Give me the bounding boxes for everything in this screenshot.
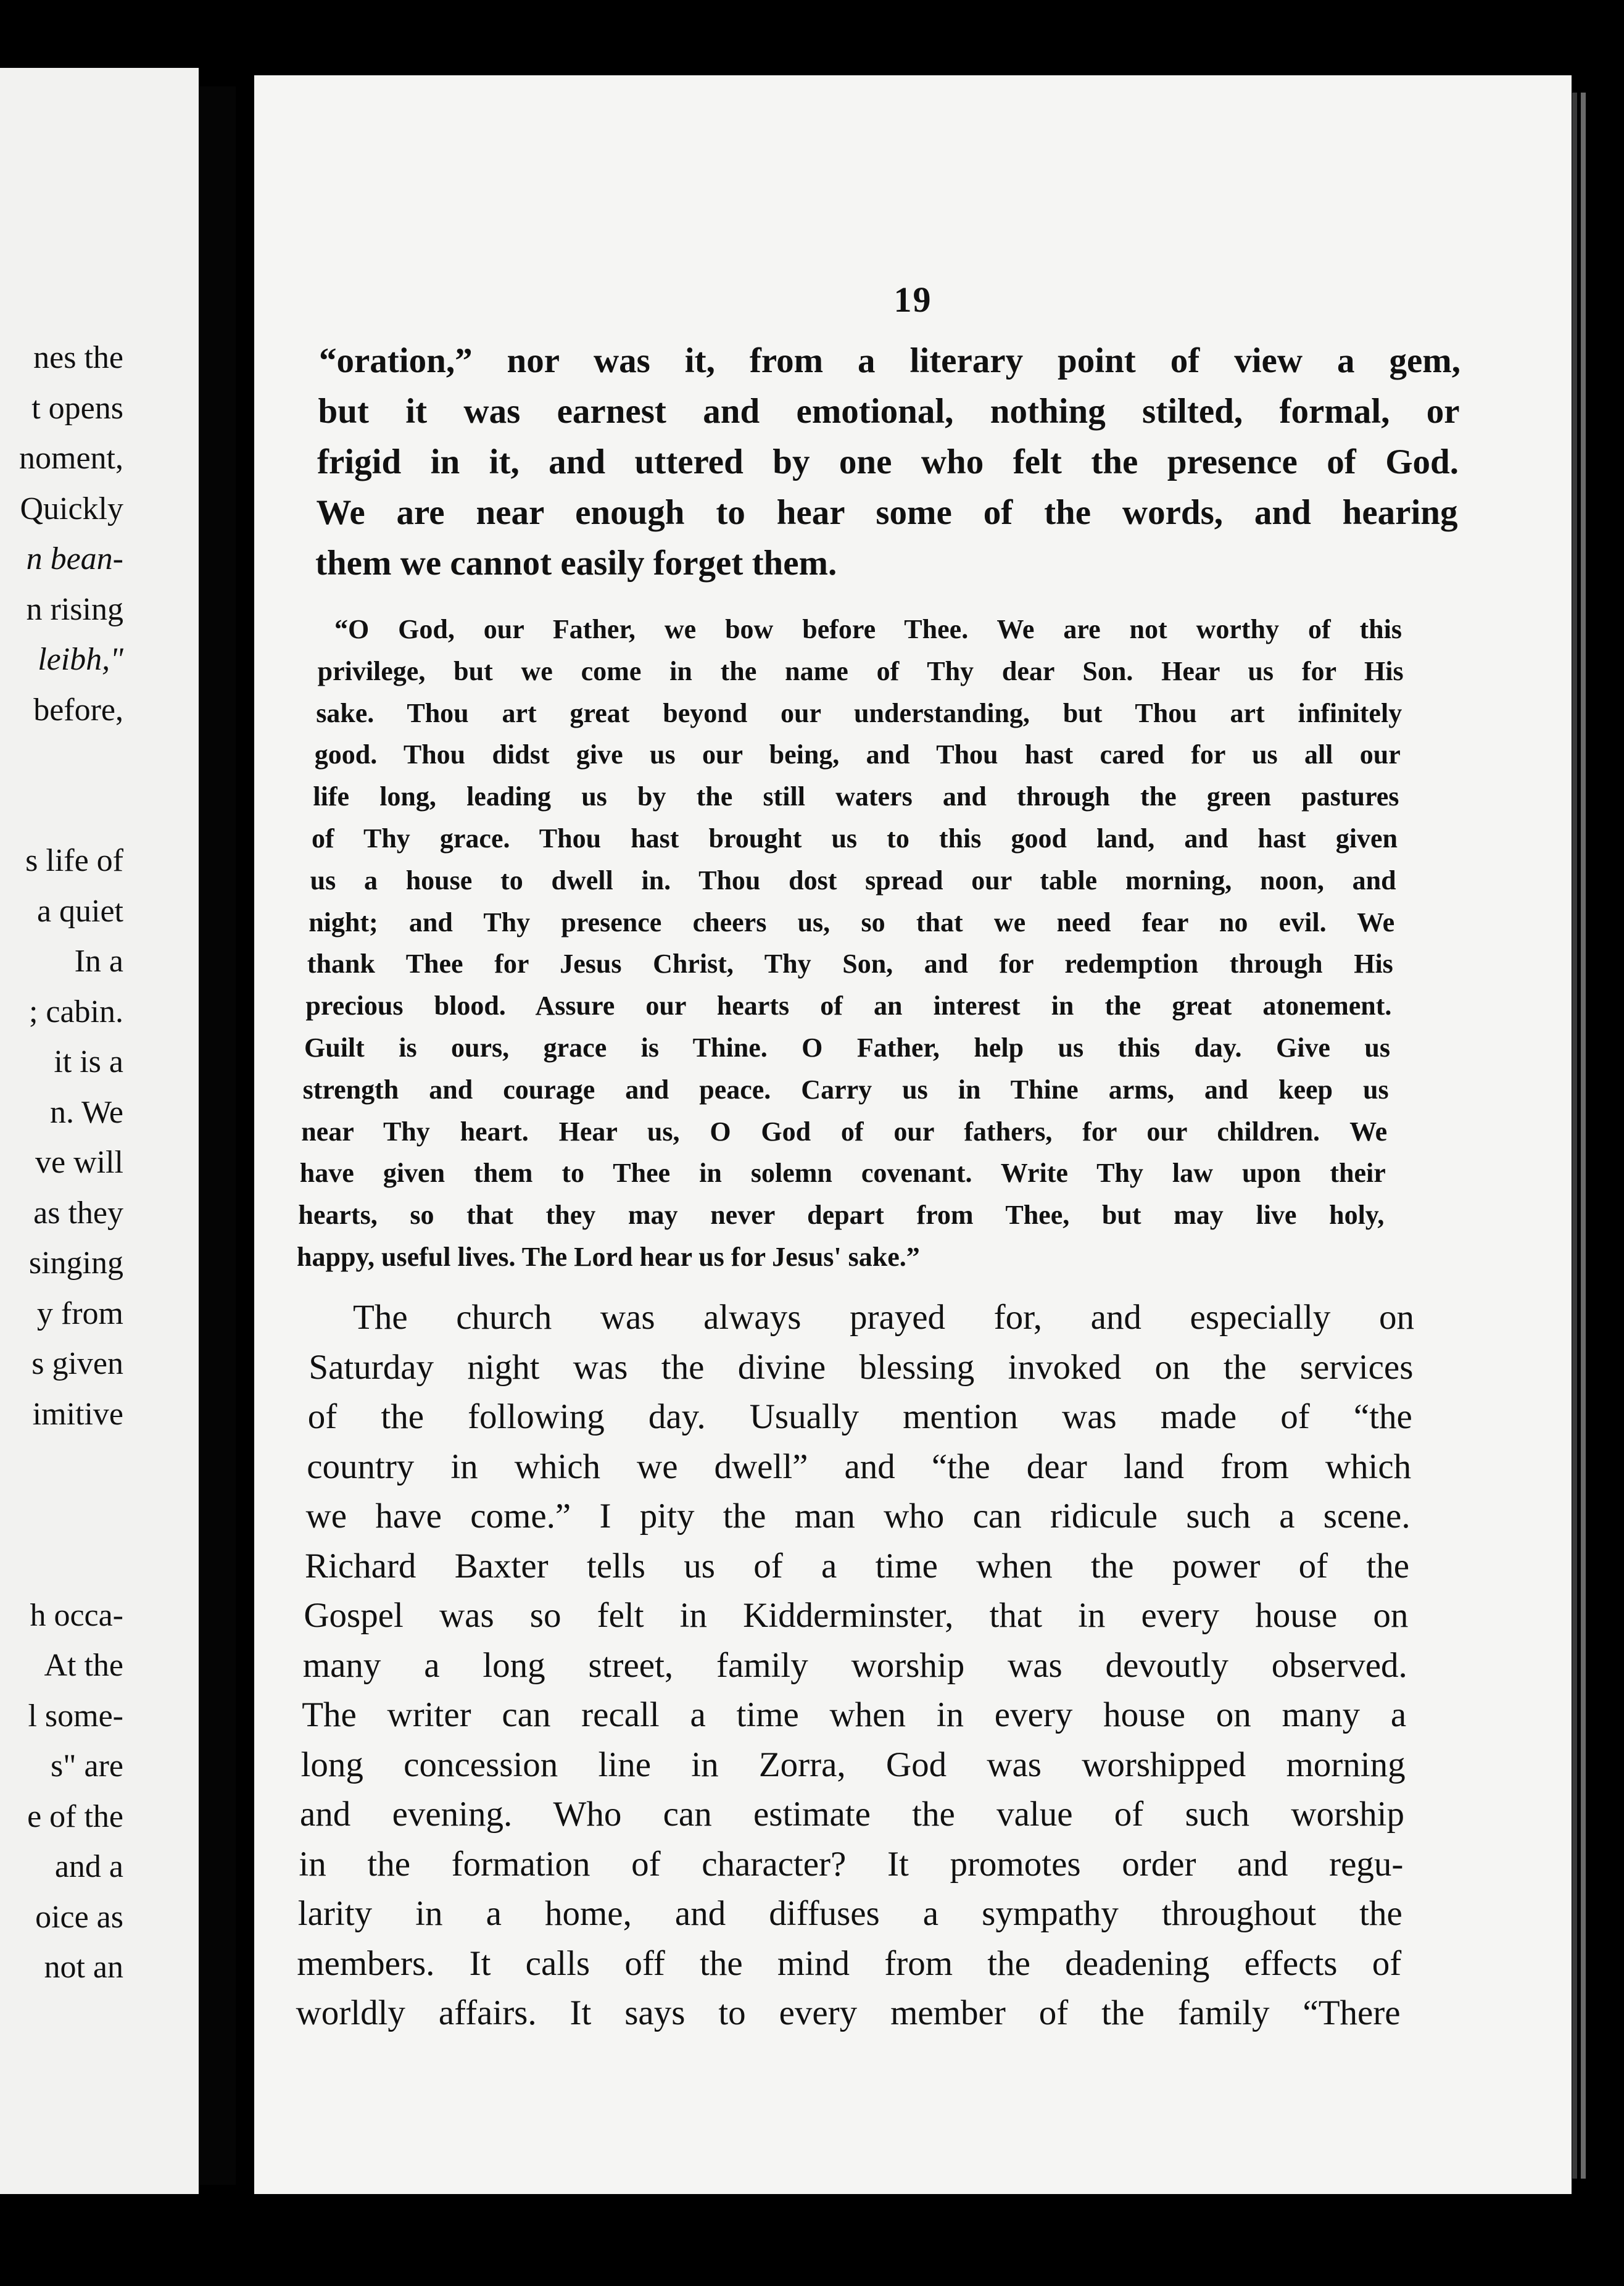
left-page-line: h occa-	[30, 1597, 123, 1633]
book-spine	[199, 86, 236, 2185]
left-page-line: before,	[33, 692, 123, 728]
prayer-line: good. Thou didst give us our being, and Thou hast cared for us all our	[314, 739, 1401, 770]
left-page-line: leibh,"	[38, 642, 123, 677]
body-line: we have come.” I pity the man who can ridicule such a scene.	[305, 1497, 1411, 1536]
prayer-line: Guilt is ours, grace is Thine. O Father, help us this day. Give us	[304, 1033, 1390, 1063]
left-page-line: n. We	[49, 1094, 123, 1130]
body-line: Richard Baxter tells us of a time when the power of the	[305, 1546, 1409, 1586]
prayer-line: sake. Thou art great beyond our understanding, but Thou art infinitely	[316, 697, 1402, 728]
lead-paragraph-line: them we cannot easily forget them.	[315, 544, 837, 583]
prayer-line: happy, useful lives. The Lord hear us for Jesus' sake.”	[297, 1242, 920, 1272]
left-page-text	[0, 68, 123, 2194]
body-line: Gospel was so felt in Kidderminster, that in every house on	[304, 1596, 1409, 1635]
left-page-line: not an	[44, 1950, 123, 1985]
body-line: larity in a home, and diffuses a sympathy throughout the	[297, 1894, 1402, 1933]
page-edge	[1572, 93, 1577, 2179]
body-line: The writer can recall a time when in every house on many a	[302, 1695, 1407, 1734]
body-line: of the following day. Usually mention was made of “the	[307, 1397, 1412, 1436]
body-line: many a long street, family worship was devoutly observed.	[302, 1645, 1407, 1685]
body-line: Saturday night was the divine blessing invoked on the services	[309, 1347, 1414, 1387]
prayer-line: strength and courage and peace. Carry us in Thine arms, and keep us	[302, 1074, 1389, 1105]
left-page	[0, 68, 199, 2194]
left-page-line: nes the	[33, 340, 123, 375]
prayer-line: night; and Thy presence cheers us, so that we need fear no evil. We	[309, 907, 1395, 937]
left-page-line: l some-	[28, 1698, 123, 1734]
left-page-line: y from	[36, 1295, 123, 1331]
prayer-line: precious blood. Assure our hearts of an interest in the great atonement.	[305, 991, 1392, 1021]
body-line: The church was always prayed for, and especially on	[353, 1298, 1414, 1337]
left-page-line: a quiet	[36, 893, 123, 929]
body-line: and evening. Who can estimate the value of such worship	[300, 1795, 1404, 1834]
left-page-line: ; cabin.	[28, 994, 123, 1029]
prayer-line: thank Thee for Jesus Christ, Thy Son, and for redemption through His	[307, 949, 1393, 979]
body-line: country in which we dwell” and “the dear land from which	[307, 1447, 1412, 1486]
left-page-line: e of the	[27, 1798, 123, 1834]
left-page-line: Quickly	[20, 491, 123, 526]
left-page-line: oice as	[35, 1899, 123, 1935]
body-line: members. It calls off the mind from the deadening effects of	[297, 1943, 1402, 1983]
left-page-line: s given	[31, 1346, 123, 1381]
left-page-line: n rising	[26, 591, 123, 627]
lead-paragraph-line: We are near enough to hear some of the words, and hearing	[316, 493, 1458, 532]
right-page	[254, 75, 1572, 2194]
page-edge	[1581, 93, 1586, 2179]
lead-paragraph-line: “oration,” nor was it, from a literary point of view a gem,	[319, 341, 1460, 380]
left-page-line: In a	[74, 944, 123, 979]
left-page-line: At the	[44, 1648, 123, 1683]
lead-paragraph-line: but it was earnest and emotional, nothing stilted, formal, or	[318, 392, 1460, 431]
lead-paragraph-line: frigid in it, and uttered by one who felt the presence of God.	[317, 443, 1459, 481]
prayer-line: privilege, but we come in the name of Thy dear Son. Hear us for His	[317, 655, 1404, 686]
prayer-line: hearts, so that they may never depart from Thee, but may live holy,	[298, 1200, 1385, 1231]
left-page-line: imitive	[32, 1396, 123, 1432]
prayer-line: near Thy heart. Hear us, O God of our fathers, for our children. We	[301, 1116, 1388, 1147]
prayer-line: of Thy grace. Thou hast brought us to this good land, and hast given	[312, 823, 1398, 854]
left-page-line: n bean-	[26, 541, 123, 576]
body-line: worldly affairs. It says to every member of the family “There	[296, 1993, 1401, 2032]
left-page-line: it is a	[54, 1044, 123, 1079]
left-page-line: s" are	[51, 1748, 123, 1784]
prayer-line: have given them to Thee in solemn covenant. Write Thy law upon their	[299, 1158, 1386, 1189]
prayer-line: “O God, our Father, we bow before Thee. We are not worthy of this	[334, 614, 1402, 644]
prayer-line: life long, leading us by the still waters and through the green pastures	[313, 781, 1399, 812]
prayer-line: us a house to dwell in. Thou dost spread our table morning, noon, and	[310, 865, 1396, 896]
left-page-line: noment,	[19, 441, 123, 476]
left-page-line: t opens	[31, 390, 123, 426]
left-page-line: s life of	[25, 843, 123, 878]
page-number: 19	[893, 280, 932, 320]
left-page-line: singing	[28, 1245, 123, 1281]
left-page-line: as they	[33, 1195, 123, 1231]
left-page-line: and a	[54, 1849, 123, 1884]
body-line: in the formation of character? It promotes order and regu-	[299, 1844, 1404, 1884]
body-line: long concession line in Zorra, God was worshipped morning	[300, 1745, 1406, 1784]
left-page-line: ve will	[35, 1145, 123, 1180]
